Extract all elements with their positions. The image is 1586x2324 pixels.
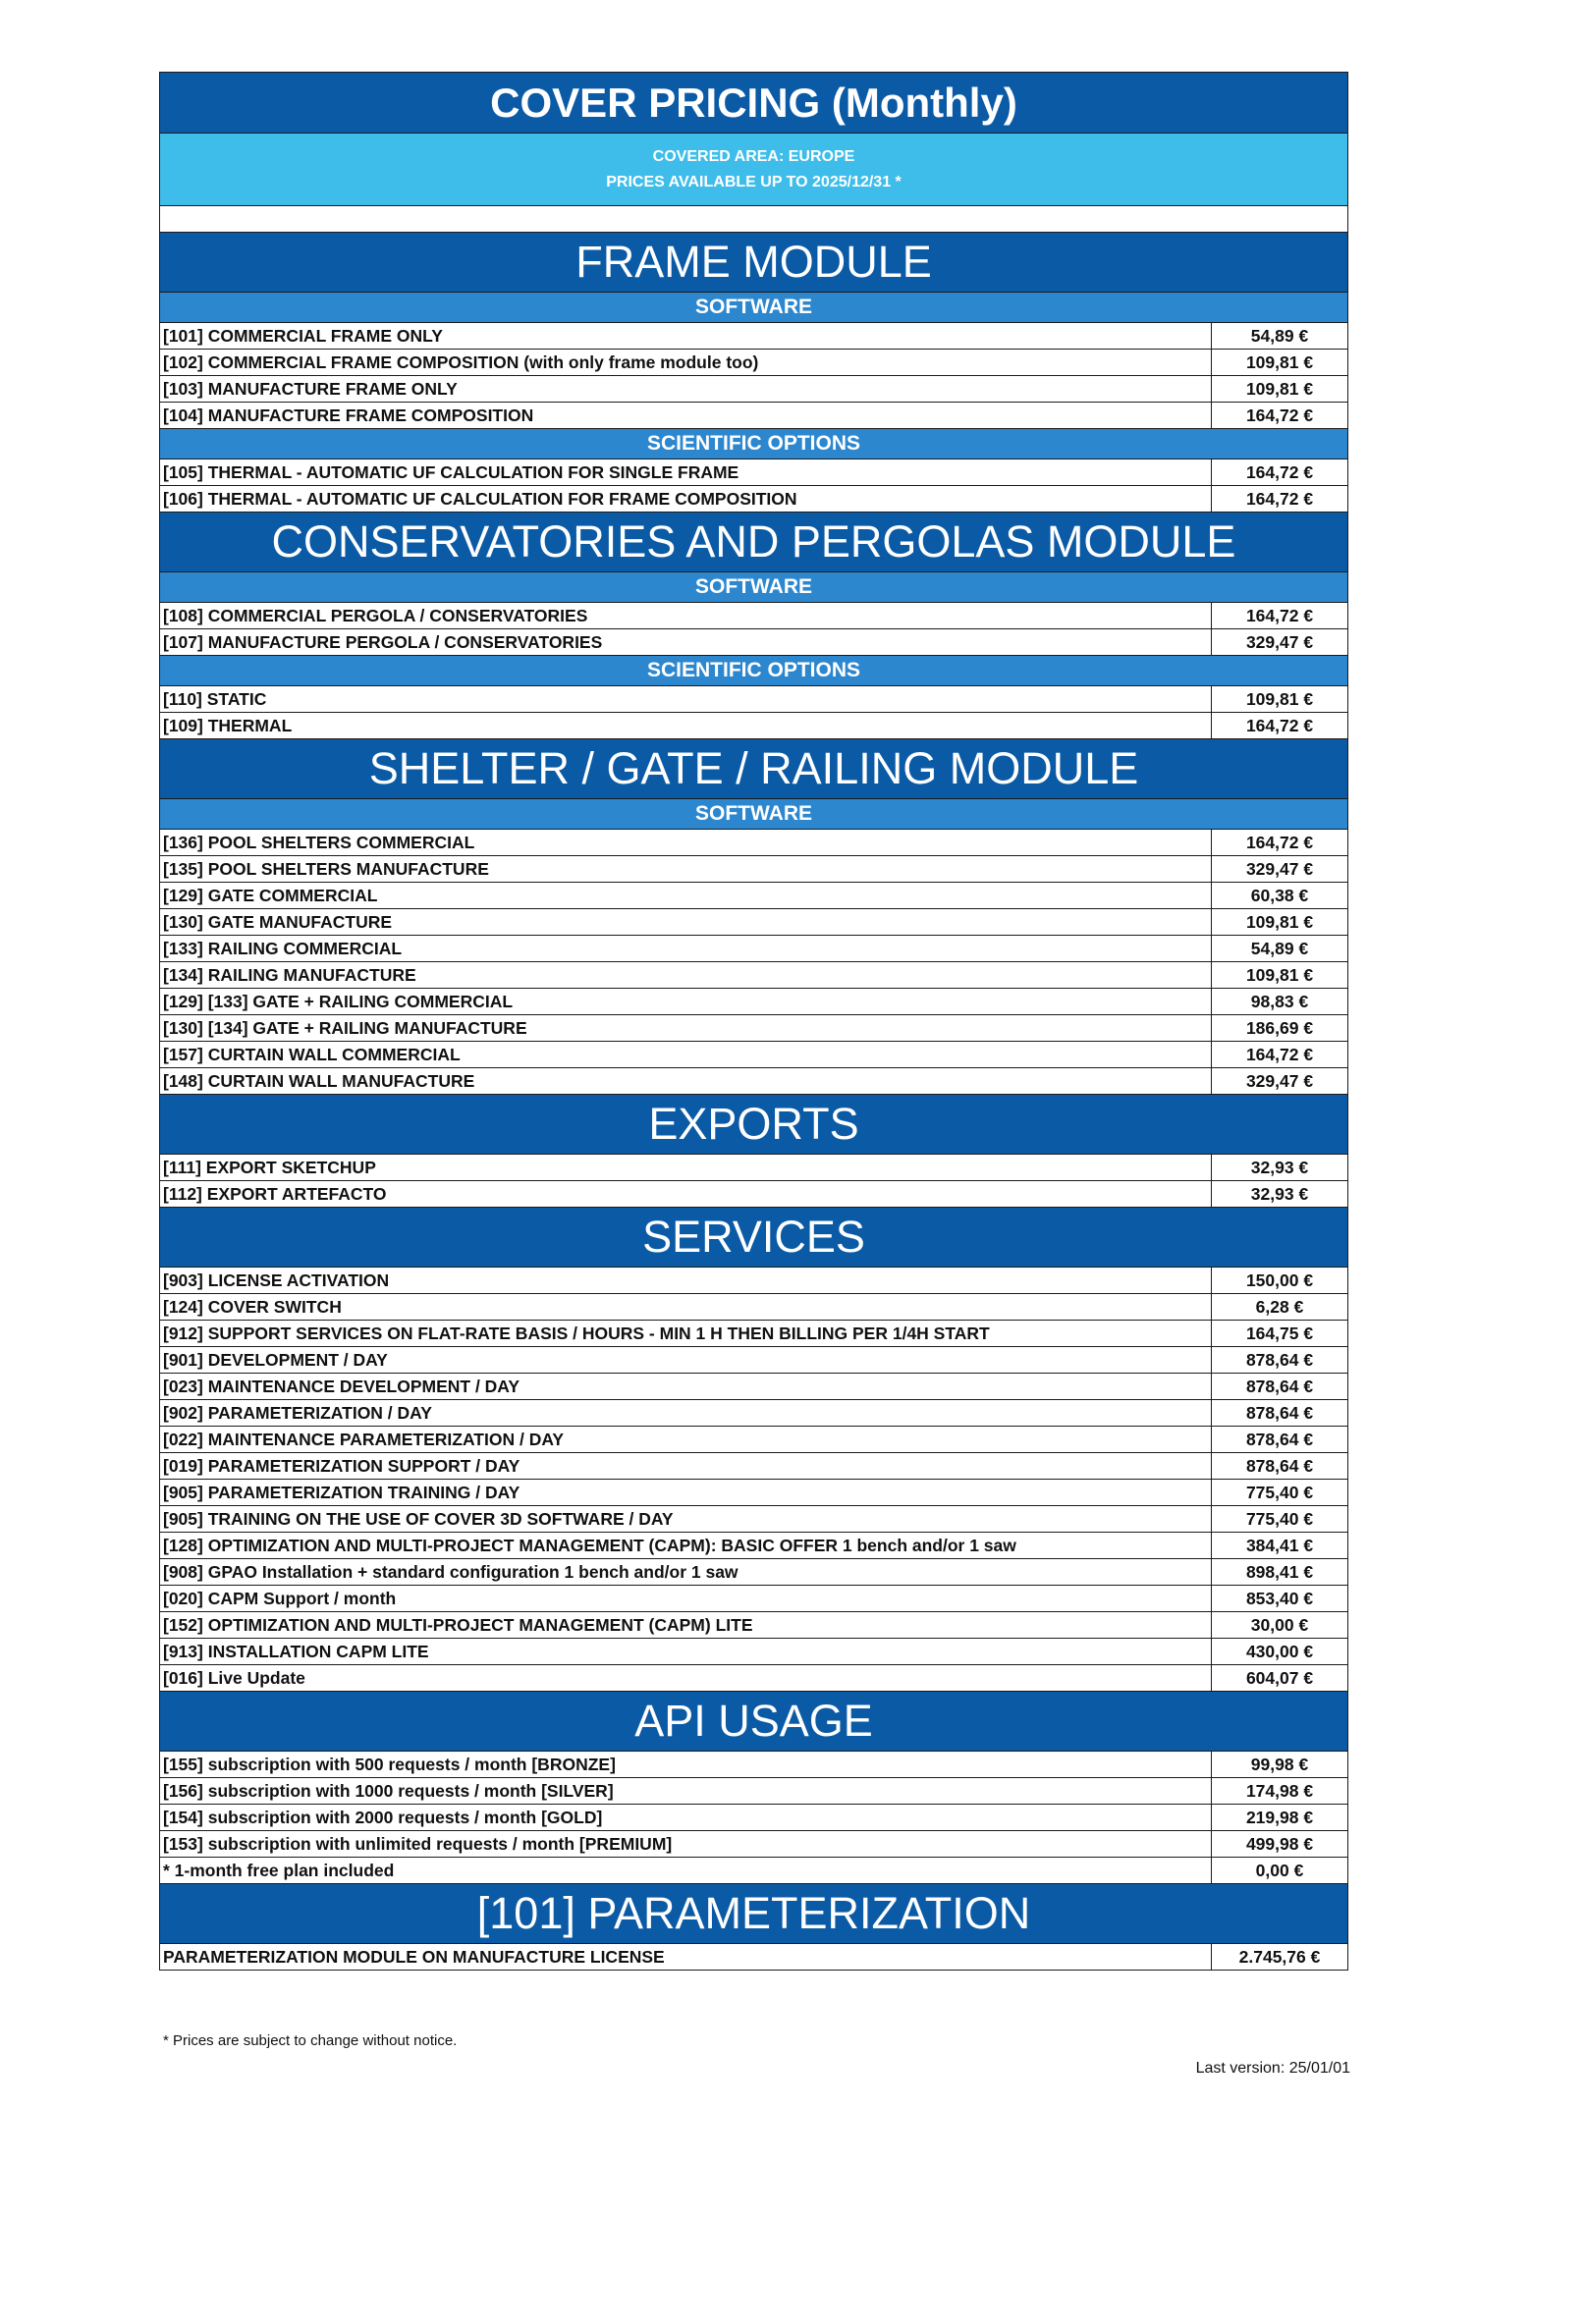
pricing-table [159, 72, 1348, 1971]
price-row [160, 1347, 1347, 1374]
subsection-header: SOFTWARE [160, 572, 1347, 603]
price-row [160, 989, 1347, 1015]
item-price: 60,38 € [1250, 885, 1309, 905]
price-row [160, 1374, 1347, 1400]
price-row [160, 1068, 1347, 1095]
item-price: 186,69 € [1245, 1017, 1314, 1038]
item-label: [019] PARAMETERIZATION SUPPORT / DAY [160, 1453, 1212, 1479]
item-label: [148] CURTAIN WALL MANUFACTURE [160, 1068, 1212, 1094]
price-row [160, 909, 1347, 936]
price-row [160, 1858, 1347, 1884]
item-label: [107] MANUFACTURE PERGOLA / CONSERVATORIES [160, 629, 1212, 655]
footnote: * Prices are subject to change without notice. [163, 2032, 458, 2049]
item-label: [908] GPAO Installation + standard configuration 1 bench and/or 1 saw [160, 1559, 1212, 1585]
price-row [160, 1533, 1347, 1559]
price-row [160, 1453, 1347, 1480]
price-row [160, 962, 1347, 989]
price-row [160, 1778, 1347, 1805]
item-price: 219,98 € [1245, 1807, 1314, 1827]
item-price: 0,00 € [1255, 1860, 1304, 1880]
item-label: [104] MANUFACTURE FRAME COMPOSITION [160, 403, 1212, 428]
item-label: PARAMETERIZATION MODULE ON MANUFACTURE LICENSE [160, 1944, 1212, 1970]
item-price: 109,81 € [1245, 351, 1314, 372]
item-price: 499,98 € [1245, 1833, 1314, 1854]
price-row [160, 830, 1347, 856]
item-label: [109] THERMAL [160, 713, 1212, 738]
item-label: [020] CAPM Support / month [160, 1586, 1212, 1611]
spacer-row [160, 206, 1347, 233]
price-row [160, 1427, 1347, 1453]
section-header: CONSERVATORIES AND PERGOLAS MODULE [160, 513, 1347, 572]
item-price: 878,64 € [1245, 1429, 1314, 1449]
item-price: 109,81 € [1245, 378, 1314, 399]
item-price: 164,72 € [1245, 605, 1314, 625]
price-row [160, 1015, 1347, 1042]
item-price: 164,75 € [1245, 1323, 1314, 1343]
price-row [160, 323, 1347, 350]
price-row [160, 713, 1347, 739]
price-row [160, 1944, 1347, 1971]
item-price: 430,00 € [1245, 1641, 1314, 1661]
item-price: 6,28 € [1255, 1296, 1304, 1317]
item-price: 878,64 € [1245, 1455, 1314, 1476]
item-price: 30,00 € [1250, 1614, 1309, 1635]
price-row [160, 1752, 1347, 1778]
price-row [160, 350, 1347, 376]
subsection-header: SCIENTIFIC OPTIONS [160, 429, 1347, 459]
item-label: [022] MAINTENANCE PARAMETERIZATION / DAY [160, 1427, 1212, 1452]
item-label: [111] EXPORT SKETCHUP [160, 1155, 1212, 1180]
item-price: 604,07 € [1245, 1667, 1314, 1688]
item-price: 898,41 € [1245, 1561, 1314, 1582]
item-price: 32,93 € [1250, 1183, 1309, 1204]
item-label: [912] SUPPORT SERVICES ON FLAT-RATE BASIS / HOURS - MIN 1 H THEN BILLING PER 1/4H START [160, 1321, 1212, 1346]
price-row [160, 936, 1347, 962]
item-label: [102] COMMERCIAL FRAME COMPOSITION (with only frame module too) [160, 350, 1212, 375]
item-label: [902] PARAMETERIZATION / DAY [160, 1400, 1212, 1426]
section-header: SERVICES [160, 1208, 1347, 1268]
item-price: 2.745,76 € [1238, 1946, 1321, 1967]
item-label: [903] LICENSE ACTIVATION [160, 1268, 1212, 1293]
section-header: EXPORTS [160, 1095, 1347, 1155]
item-label: [112] EXPORT ARTEFACTO [160, 1181, 1212, 1207]
page-title: COVER PRICING (Monthly) [160, 73, 1347, 134]
item-label: [128] OPTIMIZATION AND MULTI-PROJECT MANAGEMENT (CAPM): BASIC OFFER 1 bench and/or 1 saw [160, 1533, 1212, 1558]
price-row [160, 1559, 1347, 1586]
item-price: 54,89 € [1250, 325, 1309, 346]
item-label: [130] [134] GATE + RAILING MANUFACTURE [160, 1015, 1212, 1041]
item-label: [124] COVER SWITCH [160, 1294, 1212, 1320]
price-row [160, 856, 1347, 883]
section-header: [101] PARAMETERIZATION [160, 1884, 1347, 1944]
item-price: 164,72 € [1245, 405, 1314, 425]
item-label: [153] subscription with unlimited requests / month [PREMIUM] [160, 1831, 1212, 1857]
price-row [160, 1639, 1347, 1665]
item-price: 174,98 € [1245, 1780, 1314, 1801]
covered-area: COVERED AREA: EUROPE [652, 147, 855, 165]
item-label: [133] RAILING COMMERCIAL [160, 936, 1212, 961]
item-price: 54,89 € [1250, 938, 1309, 958]
price-row [160, 883, 1347, 909]
item-price: 853,40 € [1245, 1588, 1314, 1608]
item-price: 164,72 € [1245, 832, 1314, 852]
item-price: 329,47 € [1245, 631, 1314, 652]
price-row [160, 603, 1347, 629]
item-price: 329,47 € [1245, 1070, 1314, 1091]
price-row [160, 1831, 1347, 1858]
item-label: [134] RAILING MANUFACTURE [160, 962, 1212, 988]
item-price: 32,93 € [1250, 1157, 1309, 1177]
price-availability: PRICES AVAILABLE UP TO 2025/12/31 * [606, 173, 902, 190]
item-label: [129] GATE COMMERCIAL [160, 883, 1212, 908]
item-price: 99,98 € [1250, 1754, 1309, 1774]
item-label: [108] COMMERCIAL PERGOLA / CONSERVATORIES [160, 603, 1212, 628]
item-label: [103] MANUFACTURE FRAME ONLY [160, 376, 1212, 402]
price-row [160, 1294, 1347, 1321]
item-label: [913] INSTALLATION CAPM LITE [160, 1639, 1212, 1664]
price-row [160, 376, 1347, 403]
item-label: [023] MAINTENANCE DEVELOPMENT / DAY [160, 1374, 1212, 1399]
section-header: SHELTER / GATE / RAILING MODULE [160, 739, 1347, 799]
item-price: 329,47 € [1245, 858, 1314, 879]
price-row [160, 1586, 1347, 1612]
item-price: 878,64 € [1245, 1376, 1314, 1396]
item-label: [905] TRAINING ON THE USE OF COVER 3D SOFTWARE / DAY [160, 1506, 1212, 1532]
price-row [160, 403, 1347, 429]
item-label: [157] CURTAIN WALL COMMERCIAL [160, 1042, 1212, 1067]
price-row [160, 1155, 1347, 1181]
price-row [160, 1480, 1347, 1506]
price-row [160, 1805, 1347, 1831]
item-price: 878,64 € [1245, 1402, 1314, 1423]
item-label: [105] THERMAL - AUTOMATIC UF CALCULATION FOR SINGLE FRAME [160, 459, 1212, 485]
subsection-header: SOFTWARE [160, 799, 1347, 830]
item-label: * 1-month free plan included [160, 1858, 1212, 1883]
item-price: 150,00 € [1245, 1270, 1314, 1290]
price-row [160, 1400, 1347, 1427]
item-price: 775,40 € [1245, 1482, 1314, 1502]
item-label: [016] Live Update [160, 1665, 1212, 1691]
item-price: 109,81 € [1245, 964, 1314, 985]
subsection-header: SCIENTIFIC OPTIONS [160, 656, 1347, 686]
item-price: 878,64 € [1245, 1349, 1314, 1370]
last-version: Last version: 25/01/01 [1195, 2060, 1350, 2077]
item-label: [154] subscription with 2000 requests / month [GOLD] [160, 1805, 1212, 1830]
item-label: [156] subscription with 1000 requests / month [SILVER] [160, 1778, 1212, 1804]
item-price: 384,41 € [1245, 1535, 1314, 1555]
price-row [160, 1268, 1347, 1294]
item-label: [905] PARAMETERIZATION TRAINING / DAY [160, 1480, 1212, 1505]
price-row [160, 1042, 1347, 1068]
item-price: 164,72 € [1245, 715, 1314, 735]
price-row [160, 1181, 1347, 1208]
item-label: [136] POOL SHELTERS COMMERCIAL [160, 830, 1212, 855]
item-price: 109,81 € [1245, 911, 1314, 932]
item-label: [152] OPTIMIZATION AND MULTI-PROJECT MANAGEMENT (CAPM) LITE [160, 1612, 1212, 1638]
section-header: FRAME MODULE [160, 233, 1347, 293]
pricing-sheet [159, 72, 1348, 1971]
price-row [160, 1665, 1347, 1692]
item-price: 109,81 € [1245, 688, 1314, 709]
price-row [160, 1321, 1347, 1347]
item-label: [901] DEVELOPMENT / DAY [160, 1347, 1212, 1373]
price-row [160, 629, 1347, 656]
price-row [160, 486, 1347, 513]
item-price: 164,72 € [1245, 488, 1314, 509]
item-label: [110] STATIC [160, 686, 1212, 712]
price-row [160, 1612, 1347, 1639]
item-price: 164,72 € [1245, 461, 1314, 482]
item-price: 775,40 € [1245, 1508, 1314, 1529]
header-subtitle [160, 134, 1347, 206]
item-label: [129] [133] GATE + RAILING COMMERCIAL [160, 989, 1212, 1014]
price-row [160, 1506, 1347, 1533]
item-price: 98,83 € [1250, 991, 1309, 1011]
section-header: API USAGE [160, 1692, 1347, 1752]
item-label: [155] subscription with 500 requests / month [BRONZE] [160, 1752, 1212, 1777]
item-label: [106] THERMAL - AUTOMATIC UF CALCULATION FOR FRAME COMPOSITION [160, 486, 1212, 512]
item-price: 164,72 € [1245, 1044, 1314, 1064]
item-label: [130] GATE MANUFACTURE [160, 909, 1212, 935]
price-row [160, 686, 1347, 713]
item-label: [101] COMMERCIAL FRAME ONLY [160, 323, 1212, 349]
item-label: [135] POOL SHELTERS MANUFACTURE [160, 856, 1212, 882]
subsection-header: SOFTWARE [160, 293, 1347, 323]
price-row [160, 459, 1347, 486]
